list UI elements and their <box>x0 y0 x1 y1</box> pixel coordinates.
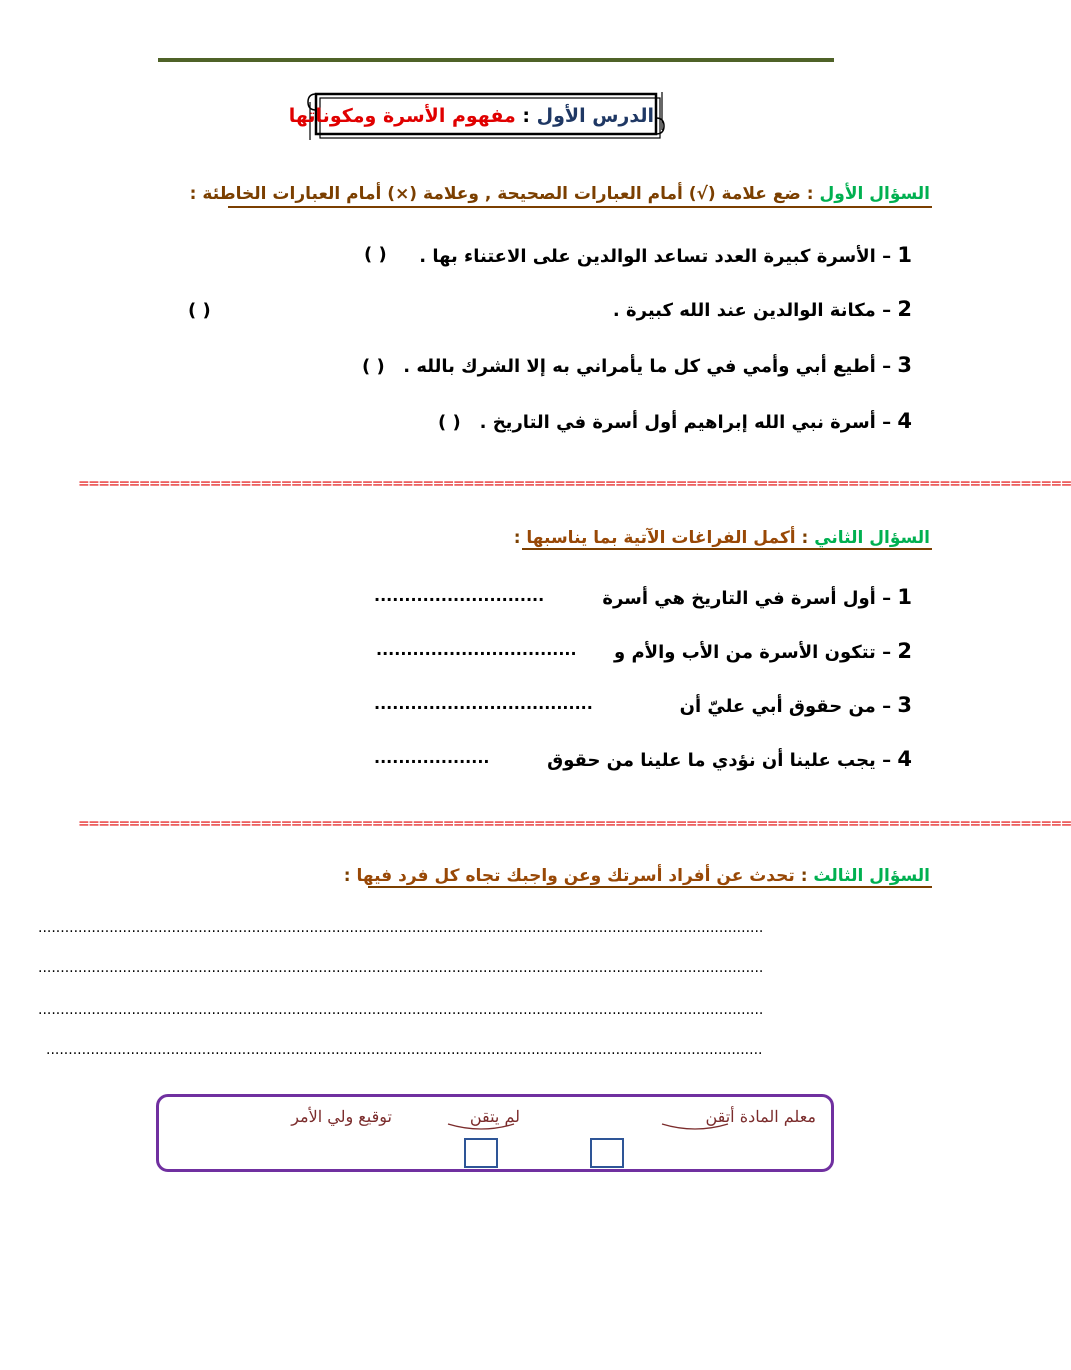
q2-item-4-text: يجب علينا أن نؤدي ما علينا من حقوق <box>547 750 876 771</box>
footer-mastered-label: أتقن <box>705 1107 735 1126</box>
q1-instruction-part2: أمام العبارات الصحيحة , وعلامة <box>423 184 683 204</box>
q2-end: : <box>513 528 521 548</box>
q1-item-3: 3 – أطيع أبي وأمي في كل ما يأمراني به إلا الشرك بالله . <box>403 353 912 377</box>
q1-item-1-text: الأسرة كبيرة العدد تساعد الوالدين على الاعتناء بها . <box>419 246 876 267</box>
q3-end: : <box>343 866 351 886</box>
q2-item-3: 3 – من حقوق أبي عليّ أن <box>679 693 912 717</box>
q1-separator: : <box>806 184 814 204</box>
mastered-checkbox[interactable] <box>590 1138 624 1168</box>
footer-not-mastered-label: لم يتقن <box>469 1107 520 1126</box>
q1-item-1: 1 – الأسرة كبيرة العدد تساعد الوالدين على الاعتناء بها . <box>419 243 912 267</box>
footer-flourish-2 <box>446 1122 516 1132</box>
q1-item-1-answer[interactable]: ( ) <box>364 244 387 265</box>
lesson-label: الدرس الأول <box>536 105 654 127</box>
q2-item-2-number: 2 <box>897 639 912 663</box>
top-divider <box>158 58 834 62</box>
q2-item-1: 1 – أول أسرة في التاريخ هي أسرة <box>602 585 912 609</box>
q2-instruction: أكمل الفراغات الآتية بما يناسبها <box>526 528 796 548</box>
q1-item-3-answer[interactable]: ( ) <box>362 356 385 377</box>
q1-item-4-number: 4 <box>897 409 912 433</box>
q2-item-3-blank[interactable]: .................................... <box>374 694 593 713</box>
footer-flourish-1 <box>660 1122 730 1132</box>
q1-item-4-text: أسرة نبي الله إبراهيم أول أسرة في التاريخ . <box>479 412 876 433</box>
q1-item-4-answer[interactable]: ( ) <box>438 412 461 433</box>
footer-guardian-signature-label: توقيع ولي الأمر <box>291 1107 392 1126</box>
q3-heading <box>344 864 930 888</box>
q1-heading <box>190 182 930 206</box>
q2-item-4-blank[interactable]: ................... <box>374 748 490 767</box>
q1-end: : <box>189 184 197 204</box>
q3-separator: : <box>800 866 808 886</box>
q2-heading-underline <box>522 548 932 550</box>
q2-item-1-number: 1 <box>897 585 912 609</box>
q1-label: السؤال الأول <box>819 184 930 204</box>
q1-item-2-number: 2 <box>897 297 912 321</box>
section-separator-1: ================================================================================================== <box>78 476 1071 492</box>
q2-heading <box>514 526 930 550</box>
q3-answer-line-3[interactable]: ................................................................................................................................................................... <box>38 1002 764 1018</box>
not-mastered-checkbox[interactable] <box>464 1138 498 1168</box>
q1-item-1-number: 1 <box>897 243 912 267</box>
lesson-name: مفهوم الأسرة ومكوناتها <box>288 105 516 127</box>
q2-item-4-number: 4 <box>897 747 912 771</box>
q3-answer-line-2[interactable]: ................................................................................................................................................................... <box>38 960 764 976</box>
q2-item-2-text: تتكون الأسرة من الأب والأم و <box>614 642 876 663</box>
q2-label: السؤال الثاني <box>814 528 930 548</box>
q1-check-mark: (√) <box>688 184 716 204</box>
q1-item-3-text: أطيع أبي وأمي في كل ما يأمراني به إلا الشرك بالله . <box>403 356 876 377</box>
q1-cross-mark: (×) <box>387 184 418 204</box>
q2-item-2-blank[interactable]: ................................. <box>376 640 577 659</box>
q1-item-2-answer[interactable]: ( ) <box>188 300 211 321</box>
q2-item-1-text: أول أسرة في التاريخ هي أسرة <box>602 588 876 609</box>
q1-item-3-number: 3 <box>897 353 912 377</box>
q3-answer-line-1[interactable]: ................................................................................................................................................................... <box>38 920 764 936</box>
section-separator-2: ================================================================================================== <box>78 816 1071 832</box>
footer-teacher-label: معلم المادة <box>739 1107 816 1126</box>
q2-item-4: 4 – يجب علينا أن نؤدي ما علينا من حقوق <box>547 747 912 771</box>
q2-item-2: 2 – تتكون الأسرة من الأب والأم و <box>614 639 912 663</box>
q3-label: السؤال الثالث <box>813 866 930 886</box>
q3-instruction: تحدث عن أفراد أسرتك وعن واجبك تجاه كل فرد فيها <box>356 866 795 886</box>
q2-item-3-number: 3 <box>897 693 912 717</box>
lesson-title <box>288 100 654 132</box>
q1-heading-underline <box>228 206 932 208</box>
q3-heading-underline <box>368 886 932 888</box>
q3-answer-line-4[interactable]: ................................................................................................................................................................. <box>46 1042 763 1058</box>
q1-item-2-text: مكانة الوالدين عند الله كبيرة . <box>612 300 876 321</box>
q1-instruction-part3: أمام العبارات الخاطئة <box>202 184 382 204</box>
q1-instruction-part1: ضع علامة <box>721 184 801 204</box>
q1-item-2: 2 – مكانة الوالدين عند الله كبيرة . <box>612 297 912 321</box>
q2-item-1-blank[interactable]: ............................ <box>374 586 545 605</box>
q2-item-3-text: من حقوق أبي عليّ أن <box>679 696 876 717</box>
q1-item-4: 4 – أسرة نبي الله إبراهيم أول أسرة في التاريخ . <box>479 409 912 433</box>
lesson-separator: : <box>522 105 531 127</box>
q2-separator: : <box>801 528 809 548</box>
